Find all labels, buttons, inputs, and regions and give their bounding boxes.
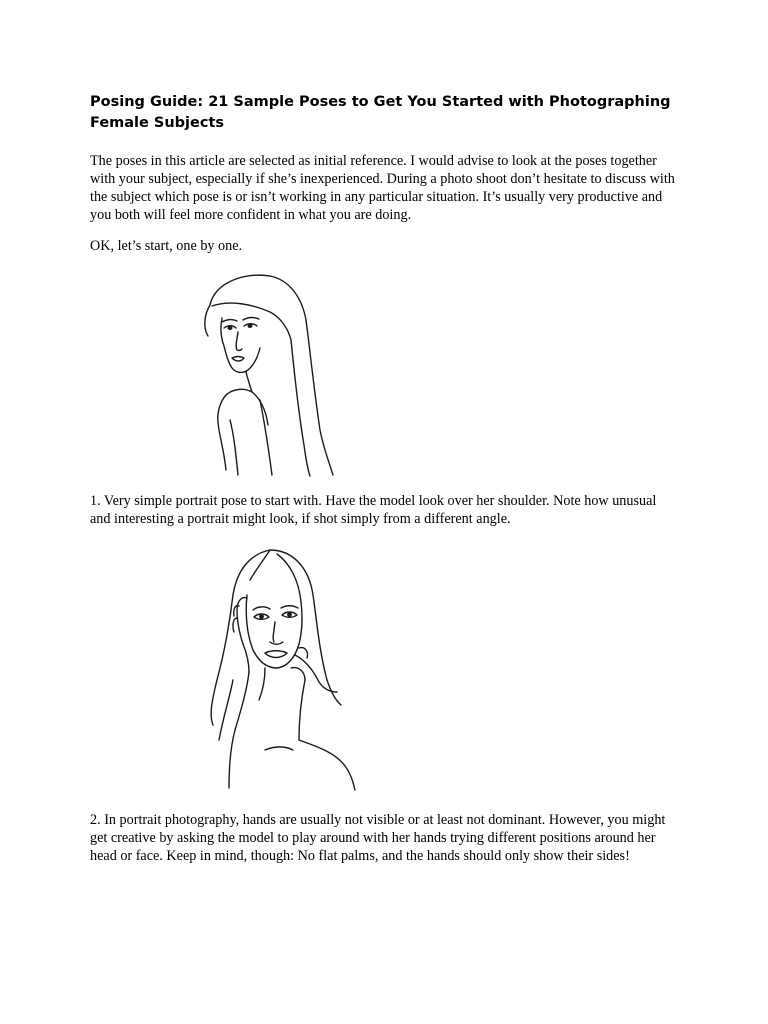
shoulder [218,395,226,470]
right-shoulder [299,740,355,790]
hair-inner-strand [291,340,310,476]
right-pupil [248,324,253,328]
left-shoulder [229,730,235,788]
hair-left-strand [205,305,210,336]
lips [265,651,287,658]
start-line: OK, let’s start, one by one. [90,238,243,254]
document-title: Posing Guide: 21 Sample Poses to Get You Started with Photographing Female Subjects [90,94,671,131]
right-brow [243,318,259,320]
woman-looking-over-shoulder-sketch [190,270,350,480]
left-wrist [235,672,249,730]
neck [259,668,265,700]
left-pupil [259,614,264,619]
left-hand [237,598,249,672]
left-brow [222,320,237,322]
pose-1-caption: 1. Very simple portrait pose to start with. Have the model look over her shoulder. Note how unusual and interesting a portrait might look, if shot simply from a different angle. [90,493,657,527]
woman-hands-framing-face-sketch [195,540,370,792]
hair-part [250,550,270,580]
collarbone [265,747,293,750]
back-line [230,420,238,475]
left-brow [253,607,270,610]
nose [270,622,283,644]
right-wrist [299,680,305,740]
hair-right [270,550,341,705]
left-pupil [228,326,233,330]
intro-paragraph: The poses in this article are selected as initial reference. I would advise to look at the poses together with your subject, especially if she’s inexperienced. During a photo shoot don’t hesitate to discuss with the subject which pose is or isn’t working in any particular situation. It’s usually very productive and you both will feel more confident in what you are doing. [90,153,675,223]
right-finger-1 [299,648,308,658]
strap [260,400,272,475]
nose [236,332,242,350]
right-brow [281,606,298,608]
right-hand [295,655,337,692]
right-pupil [287,612,292,617]
left-finger-2 [233,618,237,632]
lips [232,357,244,362]
pose-2-caption: 2. In portrait photography, hands are usually not visible or at least not dominant. However, you might get creative by asking the model to play around with her hands trying different positions around her head or face. Keep in mind, though: No flat palms, and the hands should only show their sides! [90,812,666,864]
neck [246,372,252,392]
left-forearm [219,680,233,740]
hair-outline [210,275,333,475]
right-finger-2 [291,668,305,680]
